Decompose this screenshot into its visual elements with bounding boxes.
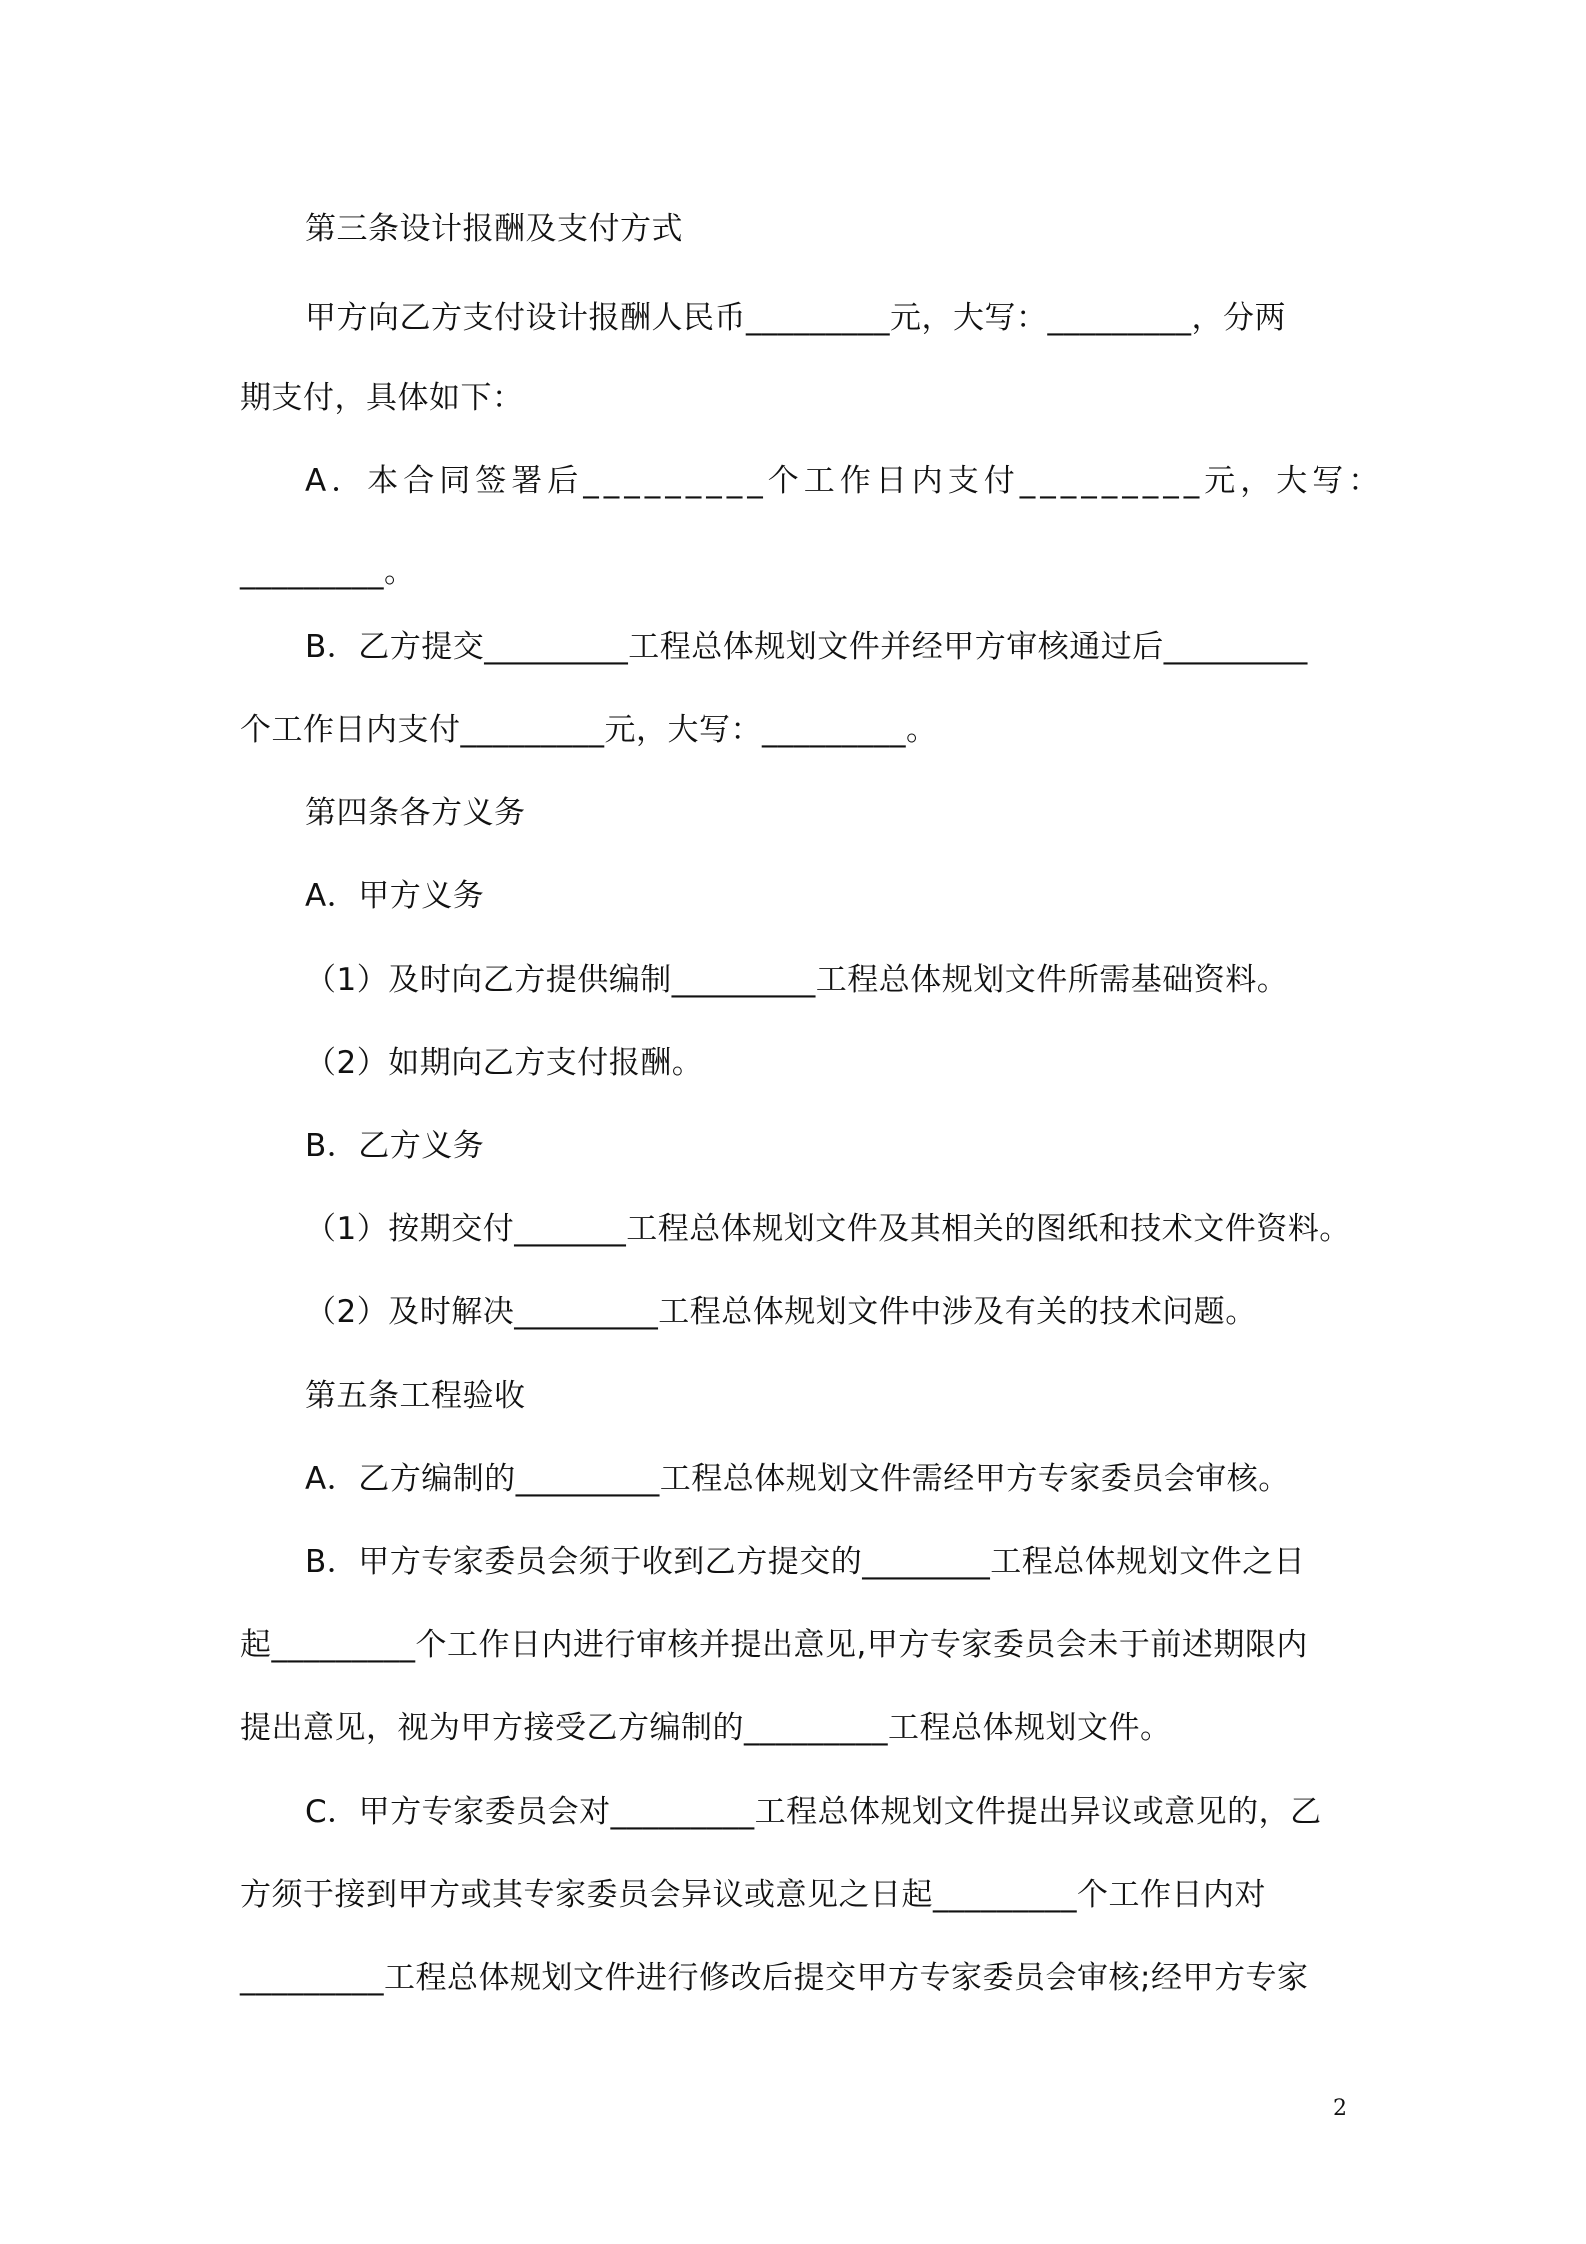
paragraph-line: B．乙方提交_________工程总体规划文件并经甲方审核通过后_________ <box>305 629 1308 665</box>
paragraph-line: 个工作日内支付_________元，大写：_________。 <box>240 712 938 748</box>
subheading: A．甲方义务 <box>305 878 485 914</box>
list-item: （2）如期向乙方支付报酬。 <box>305 1045 704 1081</box>
paragraph-line: 期支付，具体如下： <box>240 380 524 416</box>
page-number: 2 <box>1333 2096 1347 2121</box>
paragraph-line: 起_________个工作日内进行审核并提出意见,甲方专家委员会未于前述期限内 <box>240 1627 1308 1663</box>
section-heading-3: 第三条设计报酬及支付方式 <box>305 211 683 247</box>
paragraph-line: C．甲方专家委员会对_________工程总体规划文件提出异议或意见的，乙 <box>305 1794 1322 1830</box>
paragraph-line: _________。 <box>240 554 416 590</box>
list-item: （1）及时向乙方提供编制_________工程总体规划文件所需基础资料。 <box>305 962 1289 998</box>
section-heading-5: 第五条工程验收 <box>305 1378 526 1414</box>
paragraph-line: A．乙方编制的_________工程总体规划文件需经甲方专家委员会审核。 <box>305 1461 1290 1497</box>
paragraph-line: A．本合同签署后_________个工作日内支付_________元，大写： <box>305 463 1385 499</box>
paragraph-line: B．甲方专家委员会须于收到乙方提交的________工程总体规划文件之日 <box>305 1544 1306 1580</box>
paragraph-line: 提出意见，视为甲方接受乙方编制的_________工程总体规划文件。 <box>240 1710 1172 1746</box>
section-heading-4: 第四条各方义务 <box>305 795 526 831</box>
list-item: （2）及时解决_________工程总体规划文件中涉及有关的技术问题。 <box>305 1294 1257 1330</box>
list-item: （1）按期交付_______工程总体规划文件及其相关的图纸和技术文件资料。 <box>305 1211 1351 1247</box>
subheading: B．乙方义务 <box>305 1128 485 1164</box>
paragraph-line: 甲方向乙方支付设计报酬人民币_________元，大写：_________，分两 <box>305 300 1286 336</box>
paragraph-line: 方须于接到甲方或其专家委员会异议或意见之日起_________个工作日内对 <box>240 1877 1266 1913</box>
paragraph-line: _________工程总体规划文件进行修改后提交甲方专家委员会审核;经甲方专家 <box>240 1960 1309 1996</box>
